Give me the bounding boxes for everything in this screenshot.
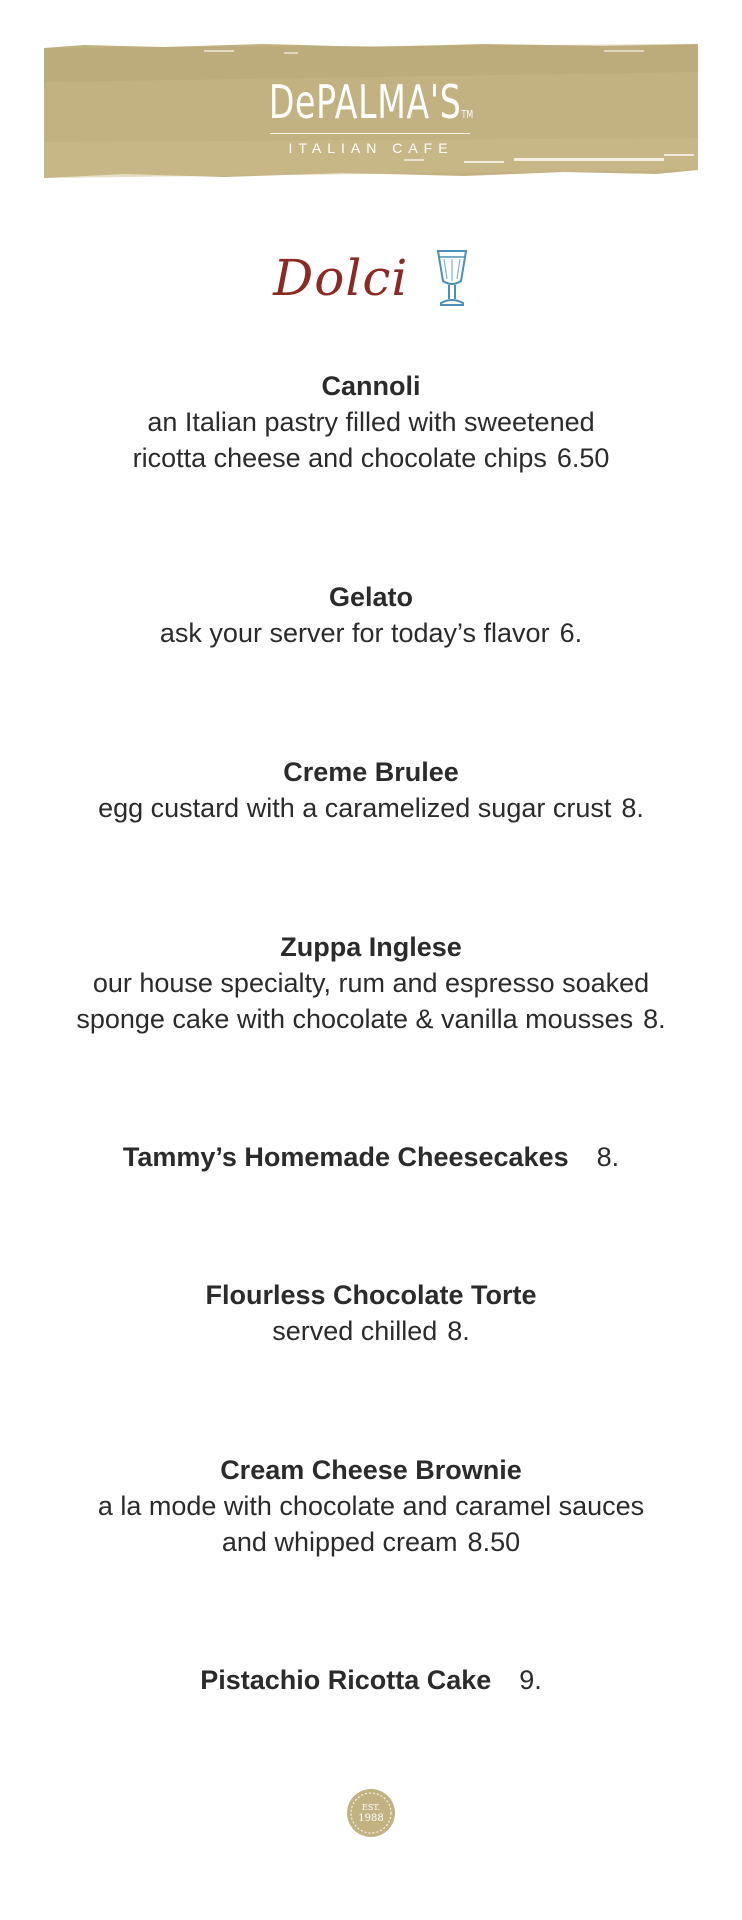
item-description bbox=[0, 965, 742, 1037]
item-name: Zuppa Inglese bbox=[280, 932, 462, 962]
brand-name: DePALMA'STM bbox=[268, 75, 474, 129]
brand-trademark: TM bbox=[461, 108, 474, 121]
item-description-line: served chilled 8. bbox=[272, 1316, 470, 1346]
section-title: Dolci bbox=[273, 249, 409, 307]
item-description bbox=[0, 1488, 742, 1560]
item-description-line: egg custard with a caramelized sugar crust 8. bbox=[98, 793, 644, 823]
logo-divider bbox=[270, 133, 470, 134]
brand-logo bbox=[44, 42, 698, 182]
item-description-line: our house specialty, rum and espresso soaked bbox=[92, 968, 650, 998]
item-name: Creme Brulee bbox=[283, 757, 459, 787]
menu-item-pistachio-ricotta-cake bbox=[0, 1662, 742, 1698]
item-price: 6.50 bbox=[556, 443, 610, 473]
menu-item-cheesecakes bbox=[0, 1139, 742, 1175]
item-description-line: sponge cake with chocolate & vanilla mousses 8. bbox=[76, 1004, 666, 1034]
item-description-line: and whipped cream 8.50 bbox=[221, 1527, 521, 1557]
dessert-glass-icon bbox=[435, 247, 469, 309]
item-description-line: a la mode with chocolate and caramel sauces bbox=[97, 1491, 645, 1521]
seal-text-year: 1988 bbox=[358, 1813, 384, 1824]
menu-item-zuppa-inglese bbox=[0, 929, 742, 1037]
item-price: 8. bbox=[447, 1316, 470, 1346]
established-seal-icon bbox=[346, 1788, 396, 1838]
item-description-line: an Italian pastry filled with sweetened bbox=[147, 407, 595, 437]
menu-item-cannoli bbox=[0, 368, 742, 476]
brand-subtitle: ITALIAN CAFE bbox=[288, 140, 454, 156]
item-description-line: ask your server for today’s flavor 6. bbox=[159, 618, 583, 648]
item-description bbox=[0, 1313, 742, 1349]
item-description bbox=[0, 790, 742, 826]
item-price: 8. bbox=[621, 793, 644, 823]
menu-item-creme-brulee bbox=[0, 754, 742, 826]
menu-item-flourless-torte bbox=[0, 1277, 742, 1349]
item-name: Tammy’s Homemade Cheesecakes 8. bbox=[122, 1142, 620, 1172]
item-price: 9. bbox=[519, 1665, 542, 1695]
item-name: Pistachio Ricotta Cake 9. bbox=[200, 1665, 542, 1695]
item-name: Flourless Chocolate Torte bbox=[205, 1280, 537, 1310]
item-description-line: ricotta cheese and chocolate chips 6.50 bbox=[132, 443, 610, 473]
item-price: 6. bbox=[559, 618, 583, 648]
item-name: Gelato bbox=[328, 582, 414, 612]
item-name: Cannoli bbox=[321, 371, 421, 401]
item-price: 8.50 bbox=[467, 1527, 521, 1557]
item-description bbox=[0, 615, 742, 651]
menu-item-gelato bbox=[0, 579, 742, 651]
item-name: Cream Cheese Brownie bbox=[220, 1455, 522, 1485]
seal-text-est: EST. bbox=[361, 1803, 381, 1812]
header-banner bbox=[44, 42, 698, 182]
section-heading bbox=[0, 238, 742, 318]
item-description bbox=[0, 404, 742, 476]
item-price: 8. bbox=[596, 1142, 620, 1172]
menu-item-cream-cheese-brownie bbox=[0, 1452, 742, 1560]
item-price: 8. bbox=[643, 1004, 666, 1034]
